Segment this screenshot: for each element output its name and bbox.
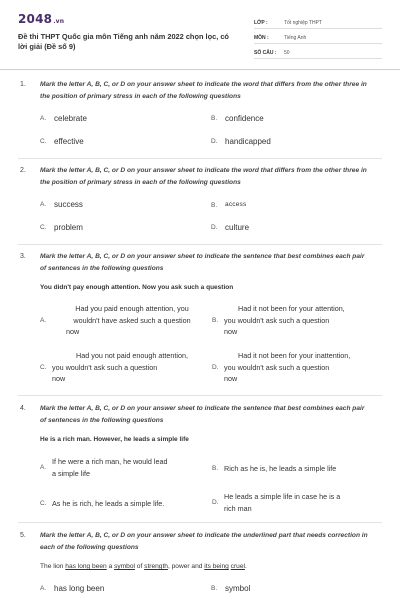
option-text bbox=[52, 456, 212, 479]
option-letter: A. bbox=[40, 464, 47, 472]
meta-count bbox=[254, 46, 382, 59]
option-text: handicapped bbox=[225, 137, 271, 146]
option-letter: C. bbox=[40, 224, 47, 231]
option-line: you wouldn't ask such a question bbox=[224, 315, 330, 325]
underlined-part-c: strength bbox=[144, 563, 168, 570]
exam-meta bbox=[254, 16, 382, 61]
underlined-part-b: symbol bbox=[114, 563, 135, 570]
question-number: 5. bbox=[20, 532, 26, 539]
option-letter: B. bbox=[211, 202, 218, 209]
option-text: effective bbox=[54, 137, 84, 146]
option-text: symbol bbox=[225, 584, 251, 593]
option-a[interactable] bbox=[40, 200, 200, 209]
divider bbox=[18, 158, 382, 159]
option-b[interactable] bbox=[212, 462, 394, 475]
option-text: Rich as he is, he leads a simple life bbox=[224, 463, 337, 473]
logo-domain: .vn bbox=[53, 18, 65, 25]
question-number: 3. bbox=[20, 253, 26, 260]
underlined-part-e: cruel bbox=[230, 563, 245, 570]
option-text bbox=[52, 350, 212, 385]
option-text: culture bbox=[225, 223, 250, 232]
option-text: celebrate bbox=[54, 114, 87, 123]
question-prompt: Mark the letter A, B, C, or D on your answer sheet to indicate the word that differs from the other three in the position of primary stress in each of the following questions bbox=[40, 81, 367, 100]
option-text: confidence bbox=[225, 114, 264, 123]
divider bbox=[18, 522, 382, 523]
sentence-part: a bbox=[106, 563, 115, 570]
option-c[interactable] bbox=[40, 350, 212, 385]
option-b[interactable] bbox=[211, 201, 371, 209]
sentence-part: The lion bbox=[40, 563, 66, 570]
meta-value: 50 bbox=[284, 50, 290, 56]
meta-key: MÔN : bbox=[254, 35, 269, 41]
question-number: 1. bbox=[20, 81, 26, 88]
meta-key: LỚP : bbox=[254, 20, 268, 26]
option-c[interactable] bbox=[40, 137, 200, 146]
meta-value: Tiếng Anh bbox=[284, 35, 307, 41]
option-b[interactable] bbox=[211, 584, 371, 593]
option-line: Had it not been for your inattention, bbox=[238, 351, 351, 360]
option-line: Had you not paid enough attention, bbox=[76, 351, 188, 360]
option-line: now bbox=[52, 374, 66, 383]
option-text bbox=[224, 303, 384, 338]
option-line: you wouldn't ask such a question bbox=[52, 362, 158, 372]
option-line: a simple life bbox=[52, 468, 90, 478]
underlined-part-d: its being bbox=[204, 563, 229, 570]
option-line: wouldn't have asked such a question bbox=[73, 315, 191, 325]
question-prompt: Mark the letter A, B, C, or D on your answer sheet to indicate the sentence that best combines each pair of sentences in the following questions bbox=[40, 405, 365, 424]
question-number: 4. bbox=[20, 405, 26, 412]
question-sentence bbox=[40, 563, 247, 570]
page-header bbox=[0, 0, 400, 70]
option-line: now bbox=[66, 327, 80, 336]
option-letter: D. bbox=[212, 499, 219, 507]
question-statement: You didn't pay enough attention. Now you ask such a question bbox=[40, 284, 234, 291]
option-letter: A. bbox=[40, 317, 47, 324]
option-text: success bbox=[54, 200, 83, 209]
option-letter: D. bbox=[212, 364, 219, 371]
divider bbox=[18, 395, 382, 396]
option-b[interactable] bbox=[211, 114, 371, 123]
option-line: now bbox=[224, 374, 238, 383]
underlined-part-a: has long been bbox=[65, 563, 107, 570]
option-letter: A. bbox=[40, 585, 47, 592]
option-text bbox=[224, 491, 384, 514]
meta-class bbox=[254, 16, 382, 29]
question-prompt: Mark the letter A, B, C, or D on your answer sheet to indicate the sentence that best combines each pair of sentences in the following questions bbox=[40, 253, 365, 272]
option-letter: B. bbox=[211, 585, 218, 592]
option-d[interactable] bbox=[211, 223, 371, 232]
option-letter: C. bbox=[40, 500, 47, 507]
option-b[interactable] bbox=[212, 303, 384, 338]
option-letter: B. bbox=[211, 115, 218, 122]
option-c[interactable] bbox=[40, 497, 212, 510]
option-d[interactable] bbox=[212, 350, 384, 385]
option-letter: C. bbox=[40, 138, 47, 145]
question-prompt: Mark the letter A, B, C, or D on your answer sheet to indicate the underlined part that needs correction in each of the following questions bbox=[40, 532, 368, 551]
option-text bbox=[224, 350, 384, 385]
option-text: problem bbox=[54, 223, 83, 232]
option-letter: A. bbox=[40, 115, 47, 122]
option-text: has long been bbox=[54, 584, 105, 593]
divider bbox=[18, 244, 382, 245]
option-c[interactable] bbox=[40, 223, 200, 232]
option-letter: C. bbox=[40, 364, 47, 371]
logo-main: 2048 bbox=[18, 12, 53, 26]
option-line: you wouldn't ask such a question bbox=[224, 362, 330, 372]
question-number: 2. bbox=[20, 167, 26, 174]
option-letter: B. bbox=[212, 317, 219, 324]
meta-key: SỐ CÂU : bbox=[254, 50, 277, 56]
option-line: If he were a rich man, he would lead bbox=[52, 457, 168, 466]
option-line: Had it not been for your attention, bbox=[238, 304, 345, 313]
option-text: As he is rich, he leads a simple life. bbox=[52, 498, 165, 508]
meta-subject bbox=[254, 31, 382, 44]
site-logo[interactable] bbox=[18, 12, 64, 26]
option-letter: B. bbox=[212, 465, 219, 472]
option-line: Had you paid enough attention, you bbox=[75, 304, 189, 313]
option-letter: D. bbox=[211, 138, 218, 145]
option-text: access bbox=[225, 201, 247, 208]
sentence-part: of bbox=[134, 563, 145, 570]
option-line: now bbox=[224, 327, 238, 336]
option-a[interactable] bbox=[40, 456, 212, 479]
option-letter: D. bbox=[211, 224, 218, 231]
option-a[interactable] bbox=[40, 114, 200, 123]
option-line: rich man bbox=[224, 503, 252, 513]
question-prompt: Mark the letter A, B, C, or D on your answer sheet to indicate the word that differs from the other three in the position of primary stress in each of the following questions bbox=[40, 167, 367, 186]
option-text bbox=[52, 303, 212, 338]
question-statement: He is a rich man. However, he leads a simple life bbox=[40, 436, 189, 443]
sentence-part: , power and bbox=[167, 563, 205, 570]
option-d[interactable] bbox=[211, 137, 371, 146]
sentence-part: . bbox=[244, 563, 247, 570]
option-line: He leads a simple life in case he is a bbox=[224, 492, 341, 501]
option-d[interactable] bbox=[212, 491, 384, 514]
option-a[interactable] bbox=[40, 584, 200, 593]
exam-title: Đề thi THPT Quốc gia môn Tiếng anh năm 2022 chọn lọc, có lời giải (Đề số 9) bbox=[18, 32, 229, 51]
meta-value: Tốt nghiệp THPT bbox=[284, 20, 322, 26]
option-letter: A. bbox=[40, 201, 47, 208]
option-a[interactable] bbox=[40, 303, 212, 338]
